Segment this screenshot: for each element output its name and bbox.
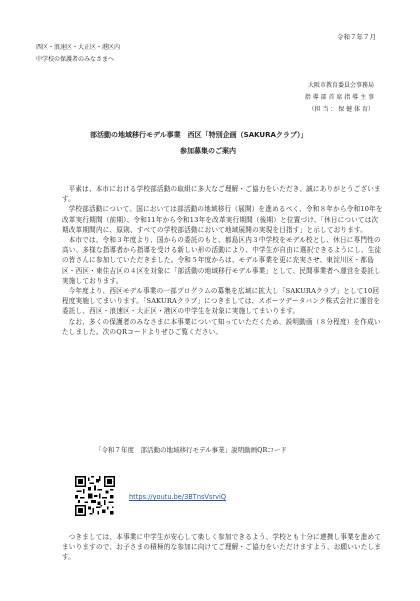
closing-text <box>62 532 384 563</box>
paragraph-4: 今年度より、西区モデル事業の一部プログラムの募集を広域に拡大し「SAKURAクラブ」として10回程度実施してまいります。「SAKURAクラブ」につきましては、スポーツデータバンク株式会社に運営を委託し、西区・浪速区・大正区・港区の中学生を対象に実施してまいります。 <box>62 287 381 316</box>
sender-org: 大阪市教育委員会事務局 <box>307 82 374 89</box>
paragraph-2: 学校部活動について、国においては部活動の地域移行（展開）を進めるべく、令和８年から令和10年を改革実行期間（前期）、令和11年から令和13年を改革実行期間（後期）と位置づけ、「休日については次期改革期間内に、原則、すべての学校部活動において地域展開の実現を目指す」と示しております。 <box>62 205 383 234</box>
recipient-line-2: 中学校の保護者のみなさまへ <box>36 56 115 63</box>
sender-title: 指 導 部 首 席 指 導 主 事 <box>304 94 374 101</box>
body-text <box>62 184 384 337</box>
video-link[interactable]: https://youtu.be/3BTnsVsrviQ <box>129 493 227 501</box>
recipient-line-1: 西区・浪速区・大正区・港区内 <box>36 44 121 51</box>
heading-line-1: 部活動の地域移行モデル事業 西区「特別企画（SAKURAクラブ）」 <box>90 131 308 139</box>
paragraph-5: なお、多くの保護者のみなさまに本事業について知っていただくため、説明動画（８分程度）を作成いたしました。次のQRコードよりぜひご覧ください。 <box>62 317 381 336</box>
paragraph-1: 平素は、本市における学校部活動の取組に多大なご理解・ご協力をいただき、誠にありがとうございます。 <box>62 185 381 204</box>
closing-paragraph: つきましては、本事業に中学生が安心して楽しく参加できるよう、学校とも十分に連携し事業を進めてまいりますので、お子さまの積極的な参加に向けてご理解・ご協力をいただけますよう、お願いいたします。 <box>62 533 382 562</box>
qr-code-icon <box>75 476 115 516</box>
paragraph-3: 本市では、令和３年度より、国からの委託のもと、都島区内３中学校をモデル校とし、休日に専門性の高い、多様な指導者から指導を受ける新しい形の活動により、中学生が自由に選択できるようにし、生徒の皆さんに参加していただきました。令和５年度からは、モデル事業を更に充実させ、東淀川区・都島区・西区・東住吉区の４区を対象に「部活動の地域移行モデル事業」として、民間事業者へ運営を委託し実施しております。 <box>62 236 382 285</box>
date: 令和７年７月 <box>337 33 376 41</box>
sender-note: （担 当 ： 保 健 体 育） <box>308 106 374 113</box>
video-caption: 「令和７年度 部活動の地域移行モデル事業」説明動画QRコード <box>95 446 287 454</box>
heading-line-2: 参加募集のご案内 <box>180 147 236 155</box>
qr-code[interactable] <box>75 476 115 516</box>
